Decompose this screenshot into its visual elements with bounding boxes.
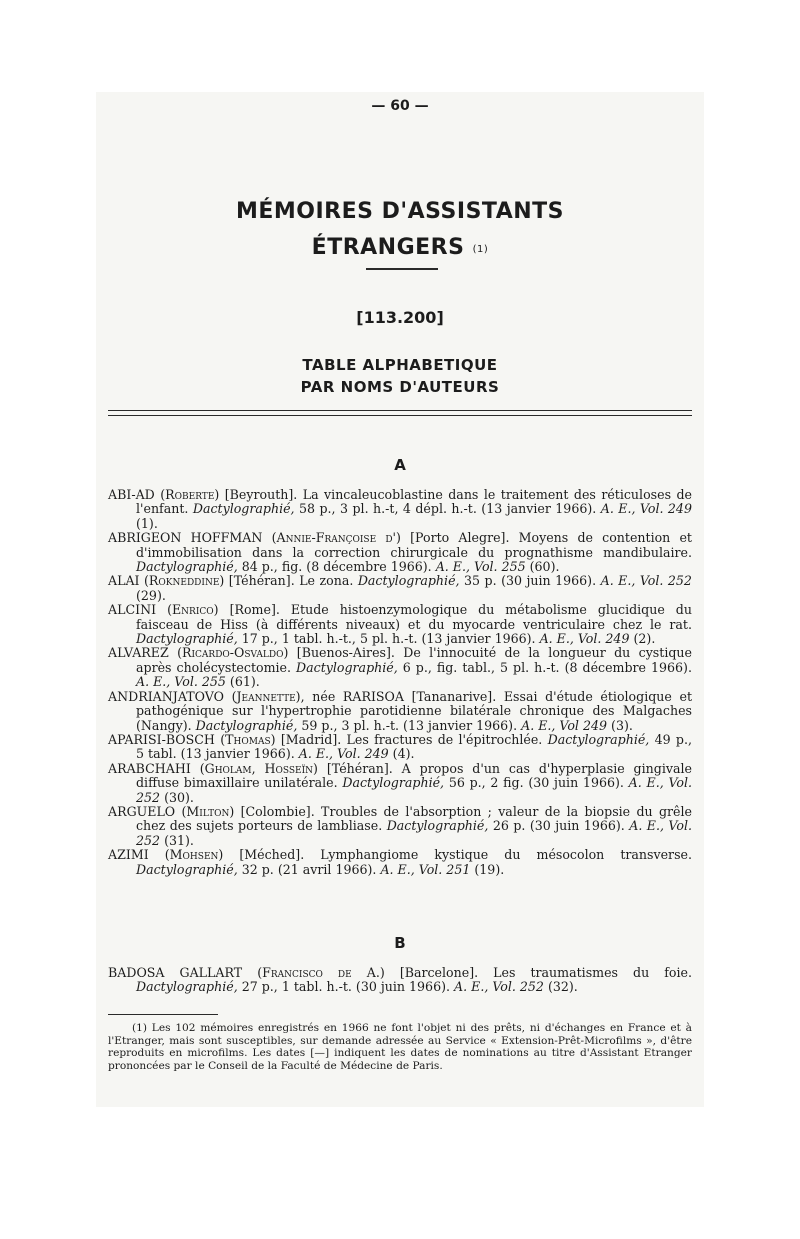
entry-text: [Barcelone]. Les traumatismes du foie. — [399, 965, 692, 980]
entries-list-a — [108, 488, 692, 877]
entry-details: 26 p. (30 juin 1966). — [492, 818, 625, 834]
footnote-mark: (1) — [472, 244, 489, 255]
author-name: ARABCHAHI — [108, 760, 191, 776]
author-name: ARGUELO — [108, 803, 176, 819]
author-given-name: (Rokneddine) — [144, 573, 225, 589]
section-letter-a: A — [394, 456, 406, 474]
list-item — [108, 762, 692, 805]
author-given-name: (Milton) — [181, 803, 235, 819]
subtitle-line-2: PAR NOMS D'AUTEURS — [300, 378, 500, 396]
author-name: ALVAREZ — [108, 645, 169, 661]
entry-details: 49 p., 5 tabl. (13 janvier 1966). — [136, 731, 692, 762]
list-item — [108, 646, 692, 689]
page-number: — 60 — — [371, 98, 429, 114]
entry-format: Dactylographié, — [357, 573, 460, 589]
entry-format: Dactylographié, — [136, 861, 238, 877]
entry-number: (30). — [164, 789, 194, 805]
entry-volume: A. E., Vol. 255 — [136, 674, 226, 690]
entry-details: 59 p., 3 pl. h.-t. (13 janvier 1966). — [301, 717, 518, 733]
section-subtitle — [96, 354, 704, 398]
entry-volume: A. E., Vol 249 — [521, 717, 608, 733]
section-letter-b: B — [394, 934, 406, 952]
header-double-rule — [108, 410, 692, 416]
list-item — [108, 848, 692, 877]
entry-text: [Méched]. Lymphangiome kystique du mésocolon transverse. — [239, 847, 692, 863]
entry-number: (2). — [633, 631, 656, 647]
entry-details: 32 p. (21 avril 1966). — [241, 861, 377, 877]
list-item — [108, 574, 692, 603]
footnote-divider — [108, 1014, 218, 1015]
entry-format: Dactylographié, — [136, 559, 238, 575]
entry-text: [Buenos-Aires]. De l'innocuité de la longueur du cystique après cholécystectomie. — [136, 645, 692, 675]
entry-format: Dactylographié, — [195, 717, 298, 733]
classification-code: [113.200] — [356, 308, 444, 327]
entry-text: [Colombie]. Troubles de l'absorption ; valeur de la biopsie du grêle chez des sujets porteurs de lambliase. — [136, 803, 692, 834]
list-item — [108, 733, 692, 762]
entry-number: (29). — [136, 587, 166, 603]
entry-text: [Madrid]. Les fractures de l'épitrochlée. — [280, 731, 543, 747]
author-name: ALAI — [108, 573, 140, 589]
entry-number: (32). — [547, 979, 578, 995]
list-item — [108, 603, 692, 646]
entry-details: 84 p., fig. (8 décembre 1966). — [241, 559, 432, 575]
author-given-name: (Thomas) — [220, 731, 276, 747]
author-given-name: (Mohsen) — [164, 847, 224, 863]
title-line-2 — [96, 230, 704, 266]
title-divider — [366, 268, 438, 270]
entry-volume: A. E., Vol. 249 — [298, 746, 389, 762]
entry-number: (60). — [529, 559, 560, 575]
entry-details: 56 p., 2 fig. (30 juin 1966). — [448, 775, 624, 791]
author-name: ANDRIANJATOVO — [108, 688, 224, 704]
author-given-name: (Roberte) — [160, 487, 220, 502]
entry-text: [Rome]. Etude histoenzymologique du métabolisme glucidique du faisceau de Hiss (à différents niveaux) et du myocarde ventriculaire chez le rat. — [136, 602, 692, 632]
entry-text: [Téhéran]. A propos d'un cas d'hyperplasie gingivale diffuse bimaxillaire unilatérale. — [136, 760, 692, 791]
entry-details: 35 p. (30 juin 1966). — [464, 573, 597, 589]
title-line-2-text: ÉTRANGERS — [311, 235, 465, 260]
document-page — [96, 92, 704, 1107]
author-given-name: (Ricardo-Osvaldo) — [177, 645, 289, 661]
entry-format: Dactylographié, — [296, 659, 398, 675]
entry-volume: A. E., Vol. 255 — [435, 559, 526, 575]
entry-volume: A. E., Vol. 249 — [600, 501, 692, 517]
subtitle-line-1: TABLE ALPHABETIQUE — [302, 356, 498, 374]
entry-format: Dactylographié, — [136, 979, 238, 995]
entry-details: 58 p., 3 pl. h.-t, 4 dépl. h.-t. (13 janvier 1966). — [299, 501, 597, 517]
list-item — [108, 488, 692, 531]
entry-volume: A. E., Vol. 252 — [136, 818, 692, 848]
entry-format: Dactylographié, — [192, 501, 295, 517]
list-item — [108, 690, 692, 733]
list-item — [108, 966, 692, 995]
title-line-1: MÉMOIRES D'ASSISTANTS — [235, 199, 565, 224]
list-item — [108, 531, 692, 574]
page-title — [96, 194, 704, 266]
author-name: APARISI-BOSCH — [108, 731, 215, 747]
entry-volume: A. E., Vol. 249 — [539, 631, 630, 647]
entry-details: 6 p., fig. tabl., 5 pl. h.-t. (8 décembre 1966). — [402, 659, 692, 675]
entry-format: Dactylographié, — [386, 818, 489, 834]
entry-text: [Beyrouth]. La vincaleucoblastine dans le traitement des réticuloses de l'enfant. — [136, 487, 692, 517]
entry-text: [Porto Alegre]. Moyens de contention et d'immobilisation dans la correction chirurgicale du prognathisme mandibulaire. — [136, 530, 692, 560]
list-item — [108, 805, 692, 848]
author-name: ABI-AD — [108, 487, 155, 502]
author-name: BADOSA GALLART — [108, 965, 243, 980]
entry-number: (3). — [611, 717, 633, 733]
entry-number: (4). — [392, 746, 415, 762]
entry-format: Dactylographié, — [342, 775, 445, 791]
entry-text: née RARISOA [Tananarive]. Essai d'étude étiologique et pathogénique sur l'hypertrophie parotidienne bilatérale chronique des Malgaches (Nangy). — [136, 688, 692, 733]
author-given-name: (Annie-Françoise d') — [271, 530, 401, 546]
author-given-name: (Enrico) — [167, 602, 219, 618]
entry-details: 17 p., 1 tabl. h.-t., 5 pl. h.-t. (13 janvier 1966). — [241, 631, 536, 647]
author-given-name: (Jeannette), — [231, 688, 305, 704]
entry-volume: A. E., Vol. 252 — [136, 775, 692, 805]
author-name: ALCINI — [108, 602, 157, 618]
entry-format: Dactylographié, — [136, 631, 238, 647]
author-given-name: (Francisco de A.) — [257, 965, 385, 980]
author-given-name: (Gholam, Hosseïn) — [199, 760, 318, 776]
entry-details: 27 p., 1 tabl. h.-t. (30 juin 1966). — [241, 979, 451, 995]
entry-text: [Téhéran]. Le zona. — [228, 573, 354, 589]
footnote: (1) Les 102 mémoires enregistrés en 1966 ne font l'objet ni des prêts, ni d'échanges en France et à l'Etranger, mais sont susceptibles, sur demande adressée au Service « Extension-Prêt-Microfilms », d'être reproduits en microfilms. Les dates [—] indiquent les dates de nominations au titre d'Assistant Etranger prononcées par le Conseil de la Faculté de Médecine de Paris. — [108, 1022, 692, 1072]
author-name: ABRIGEON HOFFMAN — [108, 530, 263, 546]
author-name: AZIMI — [108, 847, 149, 863]
entry-format: Dactylographié, — [547, 731, 650, 747]
entry-number: (31). — [164, 832, 194, 848]
entries-list-b — [108, 966, 692, 995]
entry-number: (1). — [136, 515, 158, 531]
entry-volume: A. E., Vol. 252 — [454, 979, 544, 995]
entry-number: (19). — [474, 861, 505, 877]
entry-volume: A. E., Vol. 251 — [380, 861, 471, 877]
entry-number: (61). — [229, 674, 260, 690]
entry-volume: A. E., Vol. 252 — [600, 573, 692, 589]
